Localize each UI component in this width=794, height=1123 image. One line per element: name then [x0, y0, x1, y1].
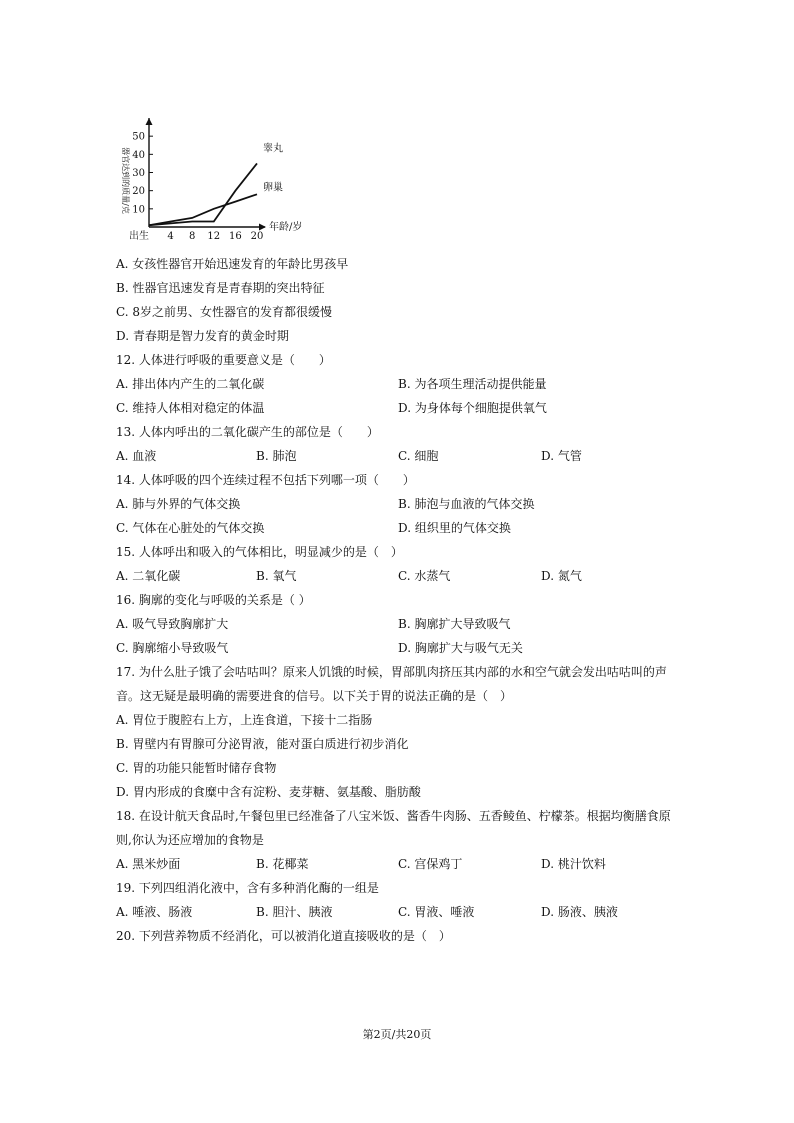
q18-option-b: B. 花椰菜 [256, 857, 309, 871]
q15-option-c: C. 水蒸气 [398, 569, 451, 583]
series-label-1: 睾丸 [263, 143, 283, 155]
series-line-1 [149, 163, 257, 225]
q14-options-row2 [116, 516, 686, 540]
y-tick-label: 50 [132, 131, 145, 143]
q16-option-c: C. 胸廓缩小导致吸气 [116, 641, 229, 655]
q12-option-a: A. 排出体内产生的二氧化碳 [116, 377, 265, 391]
x-tick-label: 出生 [129, 231, 149, 242]
q17-option-a: A. 胃位于腹腔右上方，上连食道，下接十二指肠 [116, 713, 373, 727]
q12-option-b: B. 为各项生理活动提供能量 [398, 377, 547, 391]
x-tick-label: 12 [207, 231, 221, 242]
series-line-2 [149, 194, 257, 225]
q16-options-row2 [116, 636, 686, 660]
q12-options-row1 [116, 372, 686, 396]
q19-option-c: C. 胃液、唾液 [398, 905, 475, 919]
q15-stem: 15. 人体呼出和吸入的气体相比，明显减少的是（ ） [116, 545, 403, 559]
q17-stem-line1: 17. 为什么肚子饿了会咕咕叫？原来人饥饿的时候，胃部肌肉挤压其内部的水和空气就会发出咕咕叫的声 [116, 665, 667, 679]
q17-option-b: B. 胃壁内有胃腺可分泌胃液，能对蛋白质进行初步消化 [116, 737, 409, 751]
q11-option-b: B. 性器官迅速发育是青春期的突出特征 [116, 281, 325, 295]
y-axis-label: 器官达到的质量/克 [121, 147, 130, 214]
q17-option-c: C. 胃的功能只能暂时储存食物 [116, 761, 277, 775]
q13-option-b: B. 肺泡 [256, 449, 297, 463]
x-axis-label: 年龄/岁 [269, 222, 303, 233]
q14-options-row1 [116, 492, 686, 516]
q14-option-a: A. 肺与外界的气体交换 [116, 497, 241, 511]
q20-stem: 20. 下列营养物质不经消化，可以被消化道直接吸收的是（ ） [116, 929, 451, 943]
q13-option-a: A. 血液 [116, 449, 157, 463]
q11-option-a: A. 女孩性器官开始迅速发育的年龄比男孩早 [116, 257, 349, 271]
q18-option-a: A. 黑米炒面 [116, 857, 181, 871]
y-axis-arrow [146, 118, 153, 125]
q19-option-d: D. 肠液、胰液 [541, 905, 618, 919]
q14-option-c: C. 气体在心脏处的气体交换 [116, 521, 265, 535]
q17-option-d: D. 胃内形成的食糜中含有淀粉、麦芽糖、氨基酸、脂肪酸 [116, 785, 421, 799]
q16-options-row1 [116, 612, 686, 636]
q14-option-b: B. 肺泡与血液的气体交换 [398, 497, 535, 511]
x-tick-label: 4 [167, 231, 174, 242]
q12-stem: 12. 人体进行呼吸的重要意义是（ ） [116, 353, 331, 367]
y-tick-label: 40 [132, 149, 145, 161]
q15-options [116, 564, 686, 588]
q19-options [116, 900, 686, 924]
q15-option-d: D. 氮气 [541, 569, 582, 583]
growth-chart [112, 108, 342, 250]
series-label-2: 卵巢 [263, 182, 283, 194]
q12-option-d: D. 为身体每个细胞提供氧气 [398, 401, 547, 415]
q12-options-row2 [116, 396, 686, 420]
q15-option-a: A. 二氧化碳 [116, 569, 181, 583]
q16-option-a: A. 吸气导致胸廓扩大 [116, 617, 229, 631]
y-tick-label: 30 [132, 168, 145, 179]
y-tick-label: 20 [132, 186, 145, 198]
x-tick-label: 8 [189, 231, 196, 242]
q14-option-d: D. 组织里的气体交换 [398, 521, 511, 535]
q13-option-c: C. 细胞 [398, 449, 439, 463]
q16-stem: 16. 胸廓的变化与呼吸的关系是（ ） [116, 593, 311, 607]
q12-option-c: C. 维持人体相对稳定的体温 [116, 401, 265, 415]
q15-option-b: B. 氧气 [256, 569, 297, 583]
q19-stem: 19. 下列四组消化液中，含有多种消化酶的一组是 [116, 881, 379, 895]
x-tick-label: 16 [229, 231, 242, 242]
q17-stem-line2: 音。这无疑是最明确的需要进食的信号。以下关于胃的说法正确的是（ ） [116, 689, 513, 703]
q13-option-d: D. 气管 [541, 449, 582, 463]
q18-option-d: D. 桃汁饮料 [541, 857, 606, 871]
q11-option-c: C. 8岁之前男、女性器官的发育都很缓慢 [116, 305, 333, 319]
q19-option-a: A. 唾液、肠液 [116, 905, 193, 919]
x-axis-arrow [259, 224, 266, 231]
page-footer: 第2页/共20页 [362, 1028, 432, 1041]
x-tick-label: 20 [250, 231, 264, 242]
q16-option-b: B. 胸廓扩大导致吸气 [398, 617, 511, 631]
q18-stem-line2: 则,你认为还应增加的食物是 [116, 833, 264, 847]
q16-option-d: D. 胸廓扩大与吸气无关 [398, 641, 523, 655]
y-tick-label: 10 [132, 204, 145, 216]
q13-options [116, 444, 686, 468]
q18-option-c: C. 宫保鸡丁 [398, 857, 463, 871]
q13-stem: 13. 人体内呼出的二氧化碳产生的部位是（ ） [116, 425, 379, 439]
q14-stem: 14. 人体呼吸的四个连续过程不包括下列哪一项（ ） [116, 473, 415, 487]
q18-stem-line1: 18. 在设计航天食品时,午餐包里已经准备了八宝米饭、酱香牛肉肠、五香鲮鱼、柠檬茶。根据均衡膳食原 [116, 809, 671, 823]
q18-options [116, 852, 686, 876]
q11-option-d: D. 青春期是智力发育的黄金时期 [116, 329, 289, 343]
question-content [116, 252, 686, 948]
q19-option-b: B. 胆汁、胰液 [256, 905, 333, 919]
